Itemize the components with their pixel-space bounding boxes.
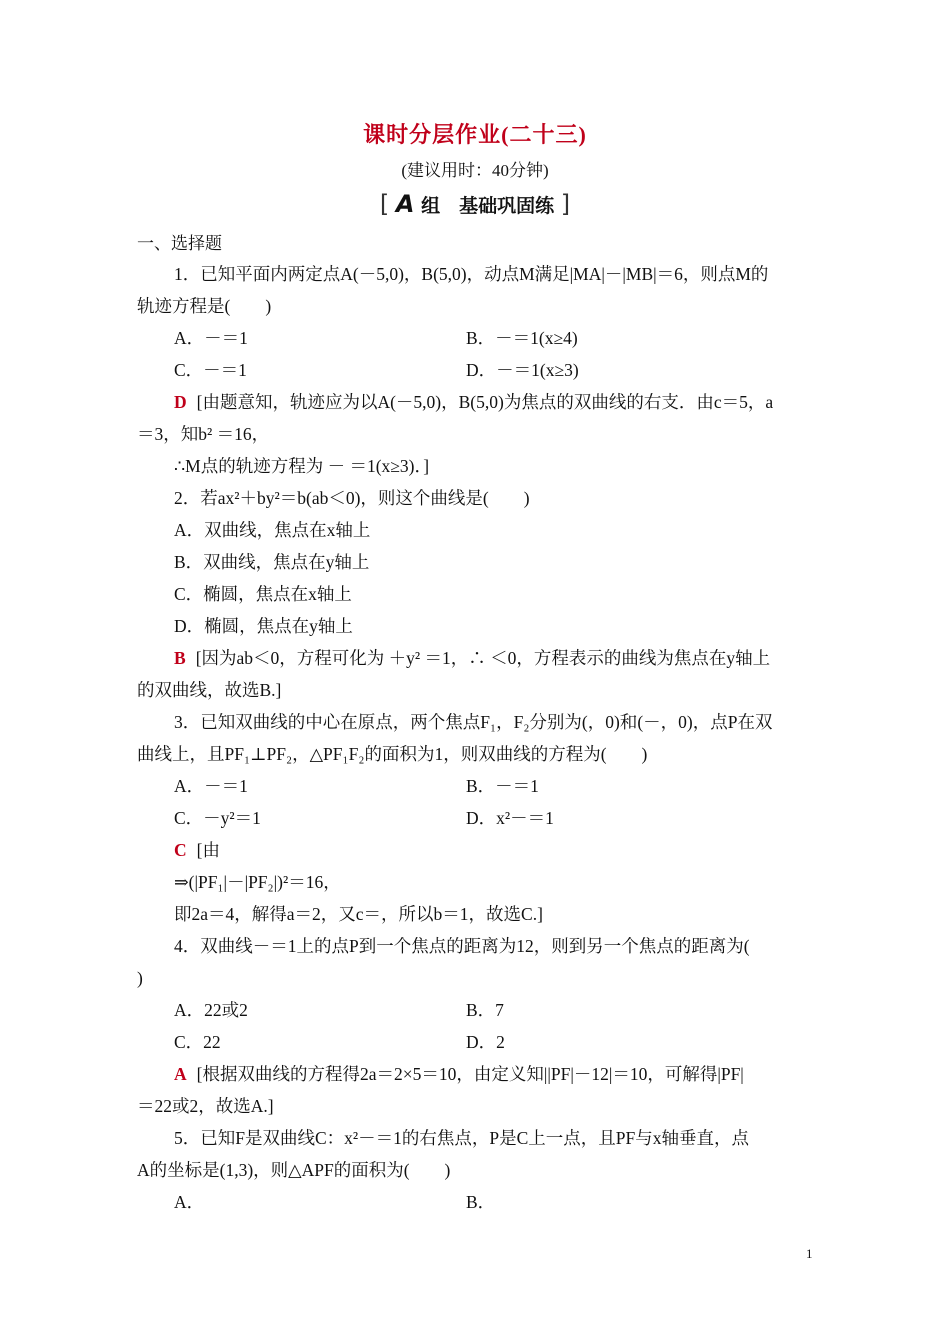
q3-option-b: B．－＝1 xyxy=(466,776,539,796)
q3-stem: 3．已知双曲线的中心在原点，两个焦点F₁，F₂分别为(，0)和(－，0)，点P在双 xyxy=(174,712,773,732)
q3-explanation: [由 xyxy=(196,840,220,860)
q1-answer xyxy=(174,390,773,414)
q5-option-a: A． xyxy=(174,1192,205,1212)
q3-option-c: C．－y²＝1 xyxy=(174,808,261,828)
q3-explanation-3: 即2a＝4，解得a＝2，又c＝，所以b＝1，故选C.] xyxy=(174,904,543,924)
q1-answer-letter: D xyxy=(174,392,187,412)
q4-stem: 4．双曲线－＝1上的点P到一个焦点的距离为12，则到另一个焦点的距离为( xyxy=(174,936,750,956)
q3-answer-letter: C xyxy=(174,840,187,860)
q1-option-d: D．－＝1(x≥3) xyxy=(466,360,579,380)
q5-stem: 5．已知F是双曲线C：x²－＝1的右焦点，P是C上一点，且PF与x轴垂直，点 xyxy=(174,1128,750,1148)
time-suggestion: (建议用时：40分钟) xyxy=(401,161,549,180)
q2-option-c: C．椭圆，焦点在x轴上 xyxy=(174,584,352,604)
q4-explanation-2: ＝22或2，故选A.] xyxy=(137,1096,274,1116)
q1-option-b: B．－＝1(x≥4) xyxy=(466,328,578,348)
group-label: 组 基础巩固练 xyxy=(421,195,555,217)
section-heading: 一、选择题 xyxy=(137,234,222,254)
q5-option-b: B． xyxy=(466,1192,496,1212)
q4-option-c: C．22 xyxy=(174,1032,221,1052)
q2-stem: 2．若ax²＋by²＝b(ab＜0)，则这个曲线是( ) xyxy=(174,488,530,508)
q2-answer-letter: B xyxy=(174,648,186,668)
q4-option-a: A．22或2 xyxy=(174,1000,248,1020)
page-title: 课时分层作业(二十三) xyxy=(363,122,587,147)
page-number: 1 xyxy=(806,1246,813,1261)
group-letter: A xyxy=(395,190,415,218)
q4-stem-cont: ) xyxy=(137,968,143,988)
q3-option-d: D．x²－＝1 xyxy=(466,808,554,828)
q1-stem: 1．已知平面内两定点A(－5,0)，B(5,0)，动点M满足|MA|－|MB|＝6，则点M的 xyxy=(174,264,769,284)
q4-answer-letter: A xyxy=(174,1064,187,1084)
q5-stem-cont: A的坐标是(1,3)，则△APF的面积为( ) xyxy=(137,1160,451,1180)
group-heading xyxy=(0,190,950,218)
q4-option-b: B．7 xyxy=(466,1000,504,1020)
q1-explanation: [由题意知，轨迹应为以A(－5,0)，B(5,0)为焦点的双曲线的右支．由c＝5，a xyxy=(196,392,774,412)
q4-option-d: D．2 xyxy=(466,1032,505,1052)
q3-explanation-2: ⇒(|PF₁|－|PF₂|)²＝16， xyxy=(174,872,341,892)
q3-answer xyxy=(174,838,220,862)
q1-explanation-3: ∴M点的轨迹方程为 － ＝1(x≥3)．] xyxy=(174,456,430,476)
q2-option-a: A．双曲线，焦点在x轴上 xyxy=(174,520,371,540)
q2-option-d: D．椭圆，焦点在y轴上 xyxy=(174,616,353,636)
q3-option-a: A．－＝1 xyxy=(174,776,248,796)
q4-answer xyxy=(174,1062,744,1086)
q2-explanation: [因为ab＜0，方程可化为 ＋y² ＝1，∴ ＜0，方程表示的曲线为焦点在y轴上 xyxy=(195,648,771,668)
q1-explanation-2: ＝3，知b² ＝16， xyxy=(137,424,270,444)
q1-option-a: A．－＝1 xyxy=(174,328,248,348)
q2-option-b: B．双曲线，焦点在y轴上 xyxy=(174,552,370,572)
q2-explanation-2: 的双曲线，故选B.] xyxy=(137,680,282,700)
q1-stem-cont: 轨迹方程是( ) xyxy=(137,296,272,316)
left-bracket: [ xyxy=(379,190,390,218)
right-bracket: ] xyxy=(560,190,571,218)
q3-stem-cont: 曲线上，且PF₁⊥PF₂，△PF₁F₂的面积为1，则双曲线的方程为( ) xyxy=(137,744,648,764)
q2-answer xyxy=(174,646,770,670)
q1-option-c: C．－＝1 xyxy=(174,360,247,380)
q4-explanation: [根据双曲线的方程得2a＝2×5＝10，由定义知||PF|－12|＝10，可解得|PF| xyxy=(196,1064,744,1084)
